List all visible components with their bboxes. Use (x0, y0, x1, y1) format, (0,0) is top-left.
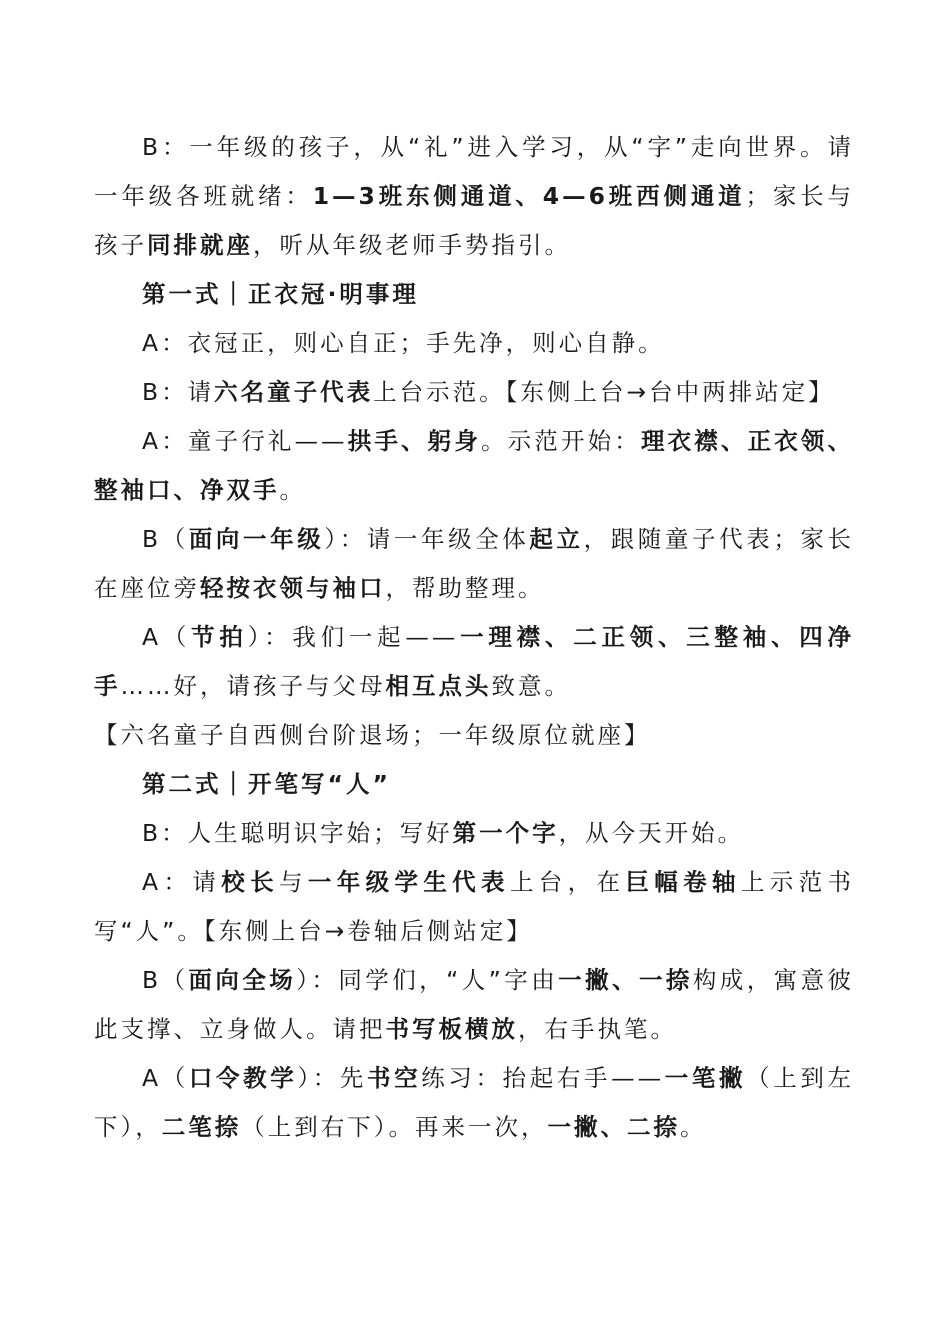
bold-text: 第一个字 (452, 819, 559, 847)
script-paragraph (94, 368, 854, 417)
bold-text: 同排就座 (147, 231, 253, 259)
bold-text: 拱手、躬身 (347, 427, 481, 455)
text-run: ）：同学们，“人”字由 (296, 966, 559, 994)
bold-text: 书写板横放 (385, 1015, 518, 1043)
bold-text: 口令教学 (188, 1064, 298, 1092)
script-paragraph (94, 809, 854, 858)
bold-text: 二笔捺 (161, 1113, 242, 1141)
text-run: A：衣冠正，则心自正；手先净，则心自静。 (142, 329, 665, 357)
script-paragraph (94, 711, 854, 760)
text-run: ）：先 (297, 1064, 367, 1092)
text-run: ，帮助整理。 (385, 574, 545, 602)
text-run: A（ (142, 1064, 189, 1092)
text-run: A（ (142, 623, 192, 651)
text-run: ）：我们一起—— (247, 623, 459, 651)
text-run: 练习：抬起右手—— (421, 1064, 665, 1092)
text-run: 【六名童子自西侧台阶退场；一年级原位就座】 (94, 721, 651, 749)
bold-text: 1—3班东侧通道、4—6班西侧通道 (312, 182, 746, 210)
script-paragraph (94, 1054, 854, 1152)
script-paragraph (94, 319, 854, 368)
bold-text: 一撇、一捺 (558, 966, 693, 994)
text-run: （上到右下）。再来一次， (241, 1113, 548, 1141)
bold-text: 理衣襟、正衣领、整袖口、净双手 (94, 427, 855, 504)
text-run: 致意。 (491, 672, 571, 700)
text-run: A：童子行礼—— (142, 427, 348, 455)
text-run: ，从今天开始。 (558, 819, 745, 847)
section-heading (94, 270, 854, 319)
text-run: 构成，寓意彼此支撑、立身做人。请把 (94, 966, 855, 1043)
text-run: A：请 (142, 868, 222, 896)
bold-text: 节拍 (191, 623, 248, 651)
bold-text: 一撇、二捺 (547, 1113, 680, 1141)
script-paragraph (94, 417, 854, 515)
text-run: ……好，请孩子与父母 (120, 672, 386, 700)
script-paragraph (94, 613, 854, 711)
script-paragraph (94, 123, 854, 270)
bold-text: 相互点头 (385, 672, 492, 700)
bold-text: 轻按衣领与袖口 (200, 574, 386, 602)
bold-text: 六名童子代表 (214, 378, 374, 406)
bold-text: 一年级学生代表 (307, 868, 510, 896)
text-run: 。 (680, 1113, 707, 1141)
section-heading (94, 760, 854, 809)
document-body (94, 123, 854, 1152)
text-run: 上台示范。【东侧上台→台中两排站定】 (373, 378, 835, 406)
script-paragraph (94, 515, 854, 613)
bold-text: 一理襟、二正领、三整袖、四净手 (94, 623, 855, 700)
text-run: 上示范书写“人”。【东侧上台→卷轴后侧站定】 (94, 868, 855, 945)
bold-text: 一笔撇 (664, 1064, 747, 1092)
script-paragraph (94, 858, 854, 956)
text-run: ；家长与孩子 (94, 182, 855, 259)
text-run: （上到左下）， (94, 1064, 855, 1141)
bold-text: 书空 (367, 1064, 422, 1092)
text-run: ，听从年级老师手势指引。 (253, 231, 571, 259)
script-paragraph (94, 956, 854, 1054)
text-run: 与 (278, 868, 308, 896)
bold-text: 起立 (529, 525, 584, 553)
text-run: B：人生聪明识字始；写好 (142, 819, 453, 847)
text-run: 上台，在 (509, 868, 626, 896)
bold-text: 面向一年级 (188, 525, 325, 553)
text-run: B（ (142, 966, 189, 994)
text-run: 。 (279, 476, 306, 504)
text-run: B：请 (142, 378, 215, 406)
text-run: B（ (142, 525, 189, 553)
bold-text: 第二式｜开笔写“人” (142, 770, 391, 798)
text-run: ）：请一年级全体 (324, 525, 530, 553)
text-run: ，右手执笔。 (518, 1015, 677, 1043)
bold-text: 第一式｜正衣冠·明事理 (142, 280, 419, 308)
text-run: B：一年级的孩子，从“礼”进入学习，从“字”走向世界。请一年级各班就绪： (94, 133, 854, 210)
bold-text: 校长 (221, 868, 279, 896)
bold-text: 面向全场 (188, 966, 297, 994)
bold-text: 巨幅卷轴 (625, 868, 741, 896)
text-run: 。示范开始： (480, 427, 641, 455)
text-run: ，跟随童子代表；家长在座位旁 (94, 525, 855, 602)
